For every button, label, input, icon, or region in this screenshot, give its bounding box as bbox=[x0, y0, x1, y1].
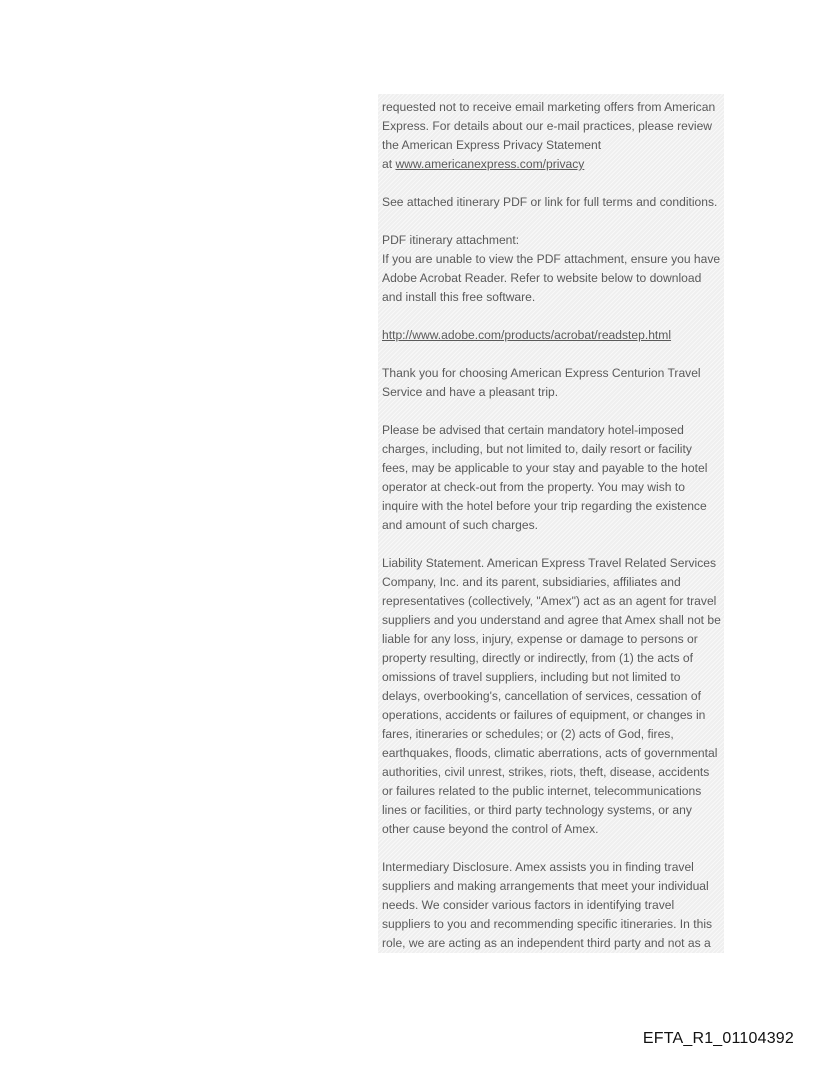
attached-itinerary-text: See attached itinerary PDF or link for full terms and conditions. bbox=[382, 195, 718, 209]
attached-itinerary-paragraph bbox=[382, 193, 722, 212]
document-id-footer: EFTA_R1_01104392 bbox=[642, 1030, 794, 1047]
intermediary-disclosure-paragraph bbox=[382, 858, 722, 953]
liability-line: Company, Inc. and its parent, subsidiaries, affiliates and bbox=[382, 575, 681, 589]
privacy-line-4-prefix: at bbox=[382, 157, 396, 171]
liability-line: suppliers and you understand and agree that Amex shall not be bbox=[382, 613, 721, 627]
email-body-text-block bbox=[378, 94, 724, 953]
intermediary-line: suppliers and making arrangements that meet your individual bbox=[382, 879, 709, 893]
intermediary-line: suppliers to you and recommending specific itineraries. In this bbox=[382, 917, 713, 931]
adobe-reader-download-link[interactable]: http://www.adobe.com/products/acrobat/readstep.html bbox=[382, 328, 672, 342]
adobe-link-paragraph bbox=[382, 326, 722, 345]
pdf-line-3: Adobe Acrobat Reader. Refer to website below to download bbox=[382, 271, 702, 285]
liability-line: representatives (collectively, "Amex") act as an agent for travel bbox=[382, 594, 717, 608]
thanks-line-1: Thank you for choosing American Express Centurion Travel bbox=[382, 366, 701, 380]
intermediary-line: needs. We consider various factors in identifying travel bbox=[382, 898, 675, 912]
liability-line: other cause beyond the control of Amex. bbox=[382, 822, 599, 836]
pdf-attachment-paragraph bbox=[382, 231, 722, 307]
liability-statement-paragraph bbox=[382, 554, 722, 839]
hotel-line: Please be advised that certain mandatory hotel-imposed bbox=[382, 423, 684, 437]
liability-line: fares, itineraries or schedules; or (2) acts of God, fires, bbox=[382, 727, 674, 741]
liability-line: delays, overbooking's, cancellation of services, cessation of bbox=[382, 689, 701, 703]
liability-line: or failures related to the public internet, telecommunications bbox=[382, 784, 702, 798]
liability-line: liable for any loss, injury, expense or damage to persons or bbox=[382, 632, 698, 646]
hotel-line: charges, including, but not limited to, daily resort or facility bbox=[382, 442, 692, 456]
liability-line: earthquakes, floods, climatic aberrations, acts of governmental bbox=[382, 746, 718, 760]
liability-line: Liability Statement. American Express Travel Related Services bbox=[382, 556, 717, 570]
liability-line: omissions of travel suppliers, including but not limited to bbox=[382, 670, 681, 684]
hotel-line: inquire with the hotel before your trip regarding the existence bbox=[382, 499, 707, 513]
liability-line: lines or facilities, or third party technology systems, or any bbox=[382, 803, 692, 817]
intermediary-line: Intermediary Disclosure. Amex assists you in finding travel bbox=[382, 860, 694, 874]
privacy-line-3: the American Express Privacy Statement bbox=[382, 138, 602, 152]
hotel-line: operator at check-out from the property. You may wish to bbox=[382, 480, 685, 494]
privacy-line-4 bbox=[382, 155, 722, 174]
pdf-line-2: If you are unable to view the PDF attachment, ensure you have bbox=[382, 252, 721, 266]
pdf-line-1: PDF itinerary attachment: bbox=[382, 233, 520, 247]
liability-line: operations, accidents or failures of equipment, or changes in bbox=[382, 708, 706, 722]
privacy-statement-link[interactable]: www.americanexpress.com/privacy bbox=[395, 157, 585, 171]
thank-you-paragraph bbox=[382, 364, 722, 402]
privacy-paragraph bbox=[382, 98, 722, 174]
intermediary-line: role, we are acting as an independent third party and not as a bbox=[382, 936, 711, 950]
thanks-line-2: Service and have a pleasant trip. bbox=[382, 385, 559, 399]
hotel-charges-paragraph bbox=[382, 421, 722, 535]
liability-line: property resulting, directly or indirectly, from (1) the acts of bbox=[382, 651, 693, 665]
hotel-line: and amount of such charges. bbox=[382, 518, 538, 532]
liability-line: authorities, civil unrest, strikes, riots, theft, disease, accidents bbox=[382, 765, 710, 779]
hotel-line: fees, may be applicable to your stay and payable to the hotel bbox=[382, 461, 708, 475]
pdf-line-4: and install this free software. bbox=[382, 290, 536, 304]
privacy-line-2: Express. For details about our e-mail practices, please review bbox=[382, 119, 713, 133]
privacy-line-1: requested not to receive email marketing offers from American bbox=[382, 100, 716, 114]
